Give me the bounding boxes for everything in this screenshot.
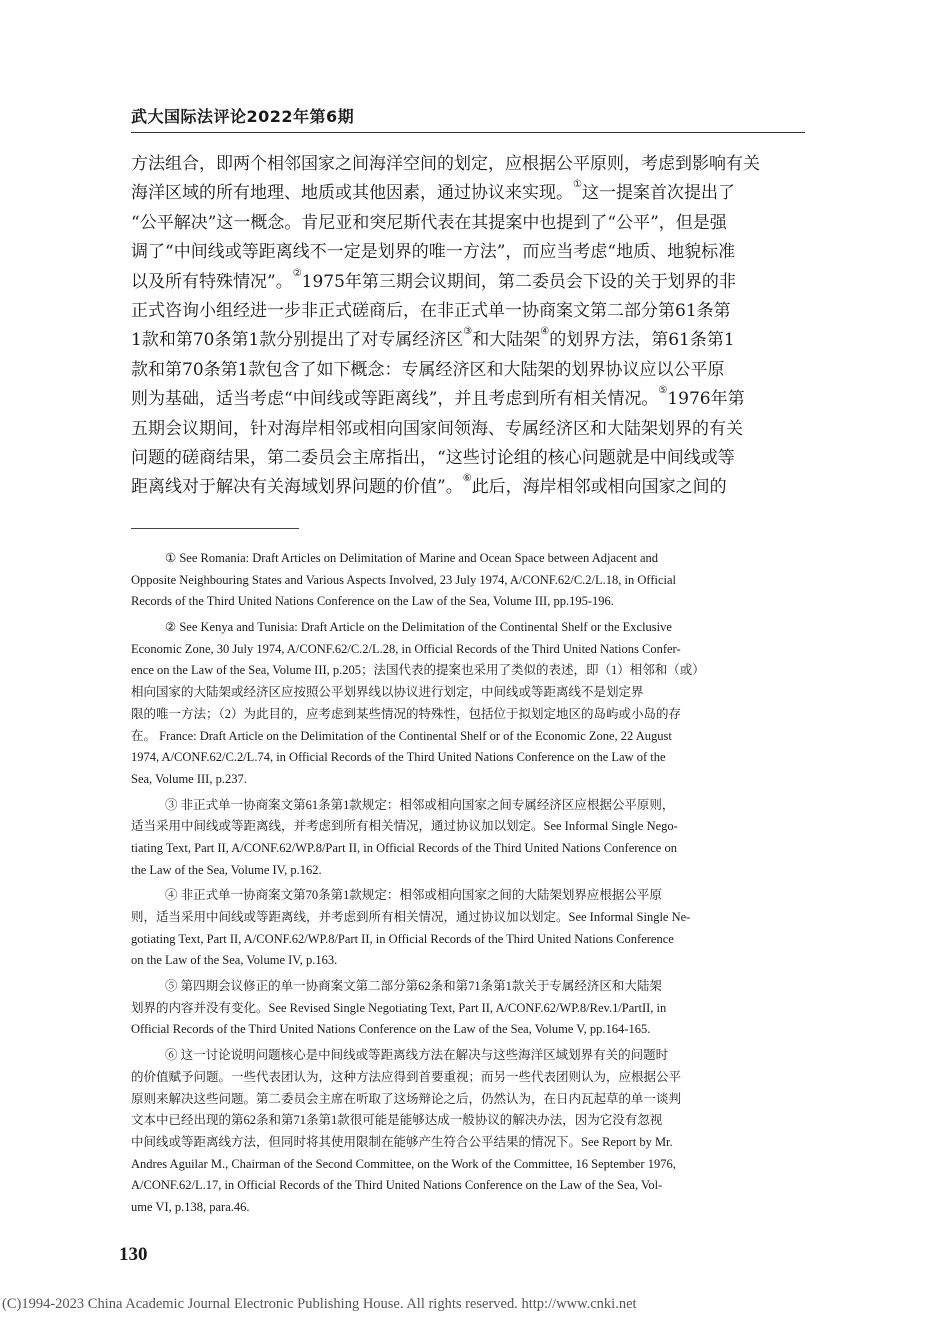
footnote-line: gotiating Text, Part II, A/CONF.62/WP.8/Part II, in Official Records of the Third United Nations Conference (131, 931, 674, 946)
body-line: 五期会议期间，针对海岸相邻或相向国家间领海、专属经济区和大陆架划界的有关 (131, 418, 743, 439)
body-line: 款和第70条第1款包含了如下概念：专属经济区和大陆架的划界协议应以公平原 (131, 359, 725, 380)
footnote-line: the Law of the Sea, Volume IV, p.162. (131, 862, 322, 877)
footnote-1 (131, 548, 805, 613)
footnote-line: Andres Aguilar M., Chairman of the Second Committee, on the Work of the Committee, 16 September 1976, (131, 1156, 676, 1171)
footnote-line: Economic Zone, 30 July 1974, A/CONF.62/C.2/L.28, in Official Records of the Third United Nations Confer- (131, 641, 681, 656)
footnote-line: ence on the Law of the Sea, Volume III, p.205；法国代表的提案也采用了类似的表述，即（1）相邻和（或） (131, 663, 705, 678)
footnote-line: 中间线或等距离线方法，但同时将其使用限制在能够产生符合公平结果的情况下。See Report by Mr. (131, 1134, 673, 1149)
footnote-6 (131, 1045, 805, 1219)
footnote-2 (131, 617, 805, 791)
main-text (131, 150, 805, 503)
footnote-line: Sea, Volume III, p.237. (131, 771, 247, 786)
footnote-line: on the Law of the Sea, Volume IV, p.163. (131, 953, 338, 968)
page-number: 130 (119, 1244, 148, 1265)
body-line: 海洋区域的所有地理、地质或其他因素，通过协议来实现。①这一提案首次提出了 (131, 179, 735, 204)
journal-title: 武大国际法评论2022年第6期 (131, 107, 355, 126)
footnote-line: ① See Romania: Draft Articles on Delimitation of Marine and Ocean Space between Adjacent and (165, 551, 658, 565)
footnote-line: ④ 非正式单一协商案文第70条第1款规定：相邻或相向国家之间的大陆架划界应根据公平原 (165, 888, 662, 903)
body-line: “公平解决”这一概念。肯尼亚和突尼斯代表在其提案中也提到了“公平”，但是强 (131, 212, 727, 233)
body-line: 以及所有特殊情况”。②1975年第三期会议期间，第二委员会下设的关于划界的非 (131, 267, 736, 292)
footnote-3 (131, 795, 805, 882)
footnote-line: 适当采用中间线或等距离线，并考虑到所有相关情况，通过协议加以划定。See Informal Single Nego- (131, 819, 678, 834)
footnote-separator (131, 528, 299, 529)
footnote-line: 1974, A/CONF.62/C.2/L.74, in Official Records of the Third United Nations Conference on the Law of the (131, 750, 666, 765)
footnote-line: 原则来解决这些问题。第二委员会主席在听取了这场辩论之后，仍然认为，在日内瓦起草的单一谈判 (131, 1091, 682, 1106)
footnote-line: A/CONF.62/L.17, in Official Records of the Third United Nations Conference on the Law of the Sea, Vol- (131, 1178, 663, 1193)
footnote-line: 相向国家的大陆架或经济区应按照公平划界线以协议进行划定，中间线或等距离线不是划定界 (131, 685, 644, 700)
body-line: 问题的磋商结果，第二委员会主席指出，“这些讨论组的核心问题就是中间线或等 (131, 447, 735, 468)
footnote-line: Records of the Third United Nations Conference on the Law of the Sea, Volume III, pp.195-196. (131, 594, 614, 609)
footnote-line: 划界的内容并没有变化。See Revised Single Negotiating Text, Part II, A/CONF.62/WP.8/Rev.1/PartII, in (131, 1000, 667, 1015)
footnote-line: ⑤ 第四期会议修正的单一协商案文第二部分第62条和第71条第1款关于专属经济区和大陆架 (165, 979, 662, 994)
copyright-notice: (C)1994-2023 China Academic Journal Electronic Publishing House. All rights reserved. http://www.cnki.net (2, 1296, 637, 1312)
footnote-line: 的价值赋予问题。一些代表团认为，这种方法应得到首要重视；而另一些代表团则认为，应根据公平 (131, 1069, 682, 1084)
body-line: 正式咨询小组经进一步非正式磋商后，在非正式单一协商案文第二部分第61条第 (131, 300, 731, 321)
body-line: 调了“中间线或等距离线不一定是划界的唯一方法”，而应当考虑“地质、地貌标准 (131, 242, 736, 263)
footnote-line: 则，适当采用中间线或等距离线，并考虑到所有相关情况，通过协议加以划定。See Informal Single Ne- (131, 910, 691, 924)
footnote-line: Official Records of the Third United Nations Conference on the Law of the Sea, Volume V, pp.164-165. (131, 1022, 651, 1037)
footnote-line: Opposite Neighbouring States and Various Aspects Involved, 23 July 1974, A/CONF.62/C.2/L.18, in Official (131, 572, 677, 587)
footnotes (131, 548, 805, 1223)
footnote-line: 文本中已经出现的第62条和第71条第1款很可能是能够达成一般协议的解决办法，因为它没有忽视 (131, 1113, 663, 1128)
footnote-line: 在。 France: Draft Article on the Delimitation of the Continental Shelf or of the Economic Zone, 22 August (131, 728, 672, 743)
footnote-line: ume VI, p.138, para.46. (131, 1199, 250, 1214)
running-header (131, 104, 805, 133)
footnote-line: ③ 非正式单一协商案文第61条第1款规定：相邻或相向国家之间专属经济区应根据公平原则， (165, 797, 675, 812)
footnote-line: 限的唯一方法；（2）为此目的，应考虑到某些情况的特殊性，包括位于拟划定地区的岛屿或小岛的存 (131, 706, 682, 721)
footnote-4 (131, 885, 805, 972)
body-line: 距离线对于解决有关海域划界问题的价值”。⑥此后，海岸相邻或相向国家之间的 (131, 473, 727, 498)
footnote-line: ⑥ 这一讨论说明问题核心是中间线或等距离线方法在解决与这些海洋区域划界有关的问题时 (165, 1048, 669, 1063)
footnote-5 (131, 976, 805, 1041)
footnote-line: tiating Text, Part II, A/CONF.62/WP.8/Part II, in Official Records of the Third United Nations Conference on (131, 840, 677, 855)
body-line: 方法组合，即两个相邻国家之间海洋空间的划定，应根据公平原则，考虑到影响有关 (131, 154, 760, 174)
body-line: 则为基础，适当考虑“中间线或等距离线”，并且考虑到所有相关情况。⑤1976年第 (131, 385, 745, 410)
body-line: 1款和第70条第1款分别提出了对专属经济区③和大陆架④的划界方法，第61条第1 (131, 326, 735, 351)
footnote-line: ② See Kenya and Tunisia: Draft Article on the Delimitation of the Continental Shelf or the Exclusive (165, 620, 672, 635)
